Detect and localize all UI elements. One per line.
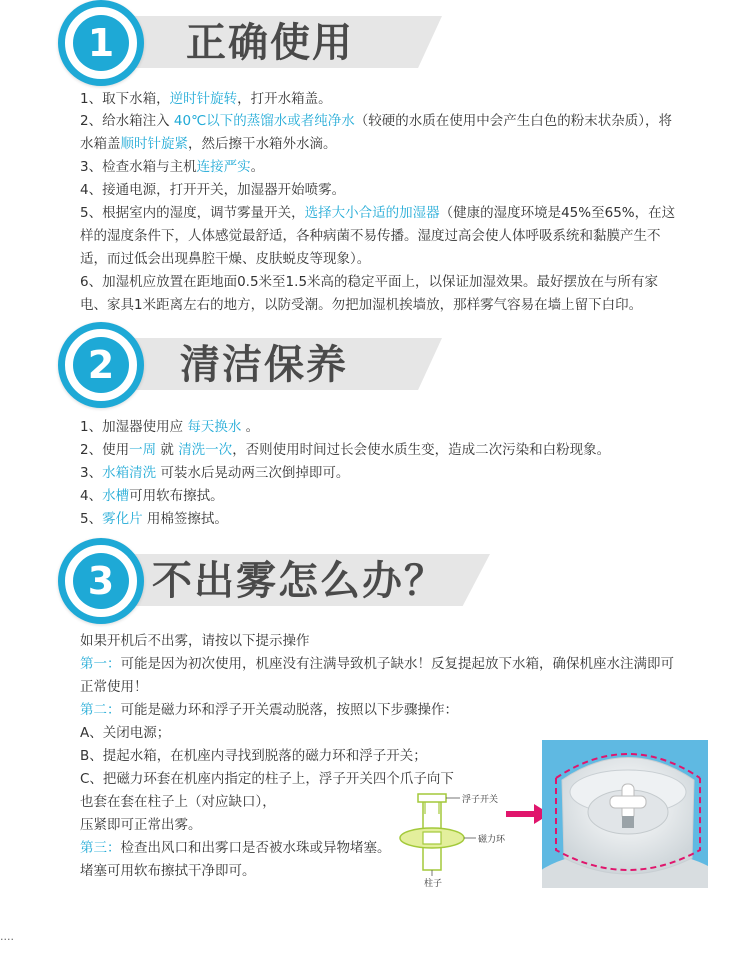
body-text: 压紧即可正常出雾。 <box>80 817 202 833</box>
body-text: 3、 <box>80 465 103 481</box>
highlight-text: 40℃以下的蒸馏水或者纯净水 <box>173 113 355 129</box>
s3-third <box>80 837 400 860</box>
body-text: ，然后擦干水箱外水滴。 <box>188 136 337 152</box>
section-2-title: 清洁保养 <box>180 342 348 388</box>
section-1-number-badge <box>58 0 144 86</box>
highlight-text: 清洗一次 <box>178 442 233 458</box>
s2-item-2 <box>80 439 680 462</box>
body-text: 可装水后晃动两三次倒掉即可。 <box>156 465 350 481</box>
humidifier-base-illustration <box>542 740 708 888</box>
highlight-text: 第三： <box>80 840 121 856</box>
s2-item-4 <box>80 485 680 508</box>
section-3-header <box>0 538 748 628</box>
body-text: 。 <box>250 159 265 175</box>
body-text: （较硬的水质在使用中会产生白色的粉末状杂质），将水箱盖 <box>80 113 672 152</box>
body-text: 4、 <box>80 488 103 504</box>
body-text: 就 <box>156 442 179 458</box>
s2-item-1 <box>80 416 680 439</box>
highlight-text: 水箱清洗 <box>102 465 157 481</box>
s3-step-c-2 <box>80 791 380 814</box>
s3-intro <box>80 630 680 653</box>
section-3-number-badge <box>58 538 144 624</box>
section-2-number-badge <box>58 322 144 408</box>
float-ring-diagram <box>392 788 522 888</box>
highlight-text: 连接严实 <box>196 159 251 175</box>
s1-item-2 <box>80 110 680 156</box>
section-2-header <box>0 322 748 412</box>
body-text: 可能是磁力环和浮子开关震动脱落，按照以下步骤操作： <box>120 702 458 718</box>
float-switch-shape <box>418 794 446 802</box>
body-text: 用棉签擦拭。 <box>142 511 228 527</box>
s1-item-6 <box>80 271 680 317</box>
s2-item-3 <box>80 462 680 485</box>
s3-step-c-3 <box>80 814 380 837</box>
body-text: 。 <box>241 419 260 435</box>
label-magnetic-ring: 磁力环 <box>478 835 506 845</box>
body-text: 5、根据室内的湿度，调节雾量开关， <box>80 205 305 221</box>
body-text: 堵塞可用软布擦拭干净即可。 <box>80 863 256 879</box>
body-text: 2、给水箱注入 <box>80 113 174 129</box>
body-text: 也套在套在柱子上（对应缺口）， <box>80 794 276 810</box>
s2-item-5 <box>80 508 680 531</box>
s1-item-1 <box>80 88 680 111</box>
label-pillar: 柱子 <box>424 879 443 889</box>
s1-item-5 <box>80 202 680 271</box>
highlight-text: 逆时针旋转 <box>169 91 238 107</box>
body-text: 如果开机后不出雾，请按以下提示操作 <box>80 633 310 649</box>
body-text: 4、接通电源，打开开关，加湿器开始喷雾。 <box>80 182 346 198</box>
highlight-text: 每天换水 <box>187 419 242 435</box>
highlight-text: 第一： <box>80 656 121 672</box>
s3-step-a <box>80 722 540 745</box>
body-text: B、提起水箱，在机座内寻找到脱落的磁力环和浮子开关； <box>80 748 427 764</box>
s3-second <box>80 699 540 722</box>
highlight-text: 选择大小合适的加湿器 <box>304 205 440 221</box>
body-text: 2、使用 <box>80 442 130 458</box>
body-text: 检查出风口和出雾口是否被水珠或异物堵塞。 <box>120 840 391 856</box>
section-3-title: 不出雾怎么办？ <box>152 558 446 604</box>
s3-step-b <box>80 745 540 768</box>
section-1-header <box>0 0 748 90</box>
body-text: 可用软布擦拭。 <box>129 488 224 504</box>
body-text: 3、检查水箱与主机 <box>80 159 197 175</box>
label-float-switch: 浮子开关 <box>462 795 499 805</box>
body-text: 5、 <box>80 511 103 527</box>
section-3-number: 3 <box>73 553 129 609</box>
highlight-text: 一周 <box>129 442 157 458</box>
body-text: 可能是因为初次使用，机座没有注满导致机子缺水！反复提起放下水箱，确保机座水注满即可正常使用！ <box>80 656 674 695</box>
section-2-number: 2 <box>73 337 129 393</box>
humidifier-base-photo <box>542 740 708 888</box>
body-text: 1、加湿器使用应 <box>80 419 188 435</box>
section-1-title: 正确使用 <box>186 20 354 66</box>
body-text: ，打开水箱盖。 <box>237 91 332 107</box>
highlight-text: 顺时针旋紧 <box>120 136 188 152</box>
body-text: ，否则使用时间过长会使水质生变，造成二次污染和白粉现象。 <box>232 442 611 458</box>
highlight-text: 第二： <box>80 702 121 718</box>
highlight-text: 雾化片 <box>102 511 143 527</box>
s3-third-2 <box>80 860 380 883</box>
body-text: A、关闭电源； <box>80 725 171 741</box>
body-text: C、把磁力环套在机座内指定的柱子上，浮子开关四个爪子向下 <box>80 771 454 787</box>
body-text: （健康的湿度环境是45%至65%，在这样的湿度条件下，人体感觉最舒适，各种病菌不易传播。湿度过高会使人体呼吸系统和黏膜产生不适，而过低会出现鼻腔干燥、皮肤蜕皮等现象）。 <box>80 205 676 267</box>
section-1-number: 1 <box>73 15 129 71</box>
s3-first <box>80 653 680 699</box>
body-text: 1、取下水箱， <box>80 91 170 107</box>
footer-dots: .... <box>0 930 14 943</box>
s1-item-4 <box>80 179 680 202</box>
s1-item-3 <box>80 156 680 179</box>
body-text: 6、加湿机应放置在距地面0.5米至1.5米高的稳定平面上，以保证加湿效果。最好摆放在与所有家电、家具1米距离左右的地方，以防受潮。勿把加湿机挨墙放，那样雾气容易在墙上留下白印。 <box>80 274 659 313</box>
highlight-text: 水槽 <box>102 488 130 504</box>
